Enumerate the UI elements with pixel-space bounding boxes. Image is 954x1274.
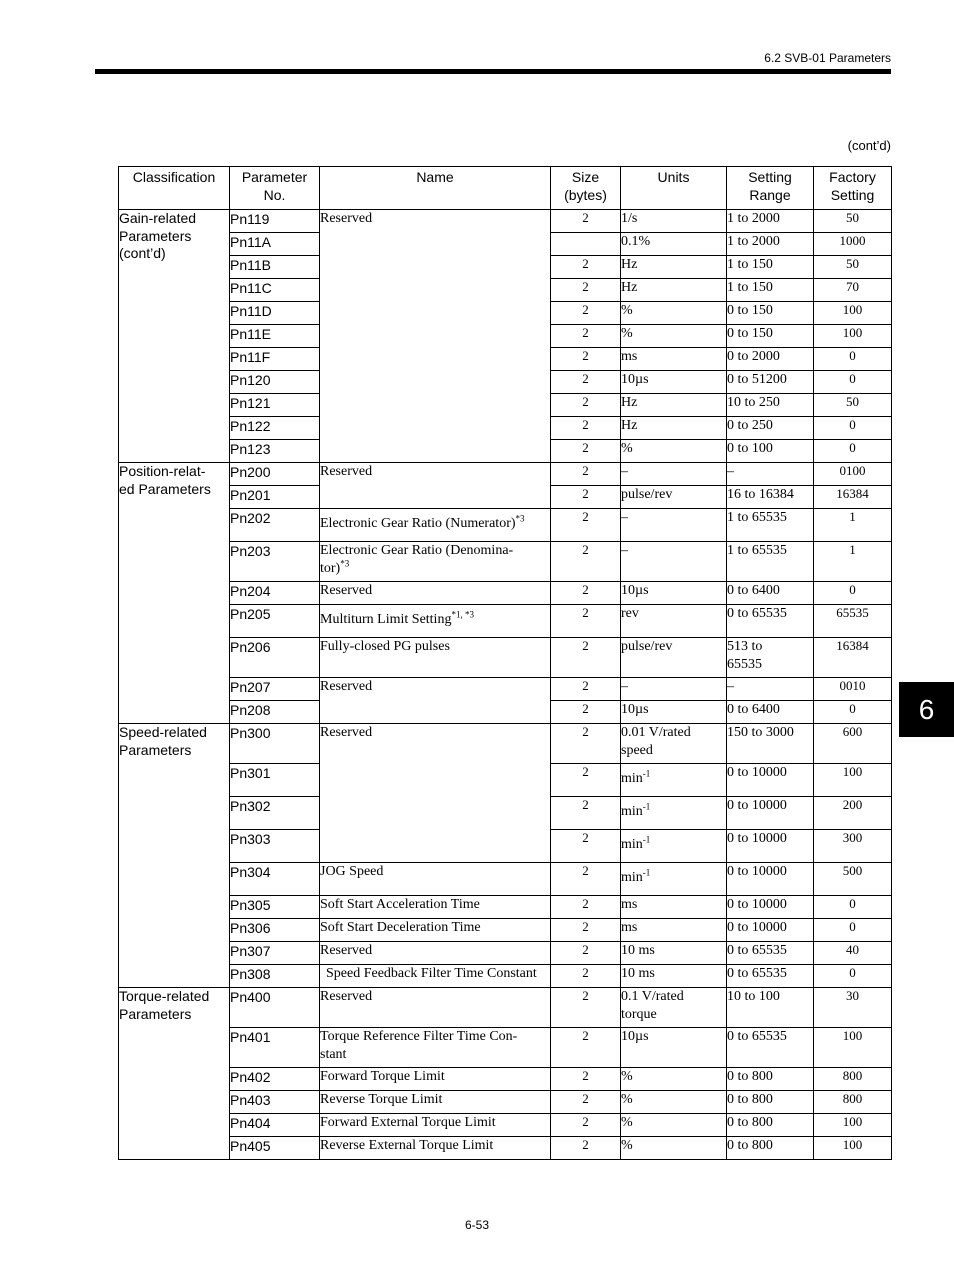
table-row: Pn11D 2 % 0 to 150 100 bbox=[119, 302, 892, 325]
table-row: Torque-related Parameters Pn400 Reserved 2 0.1 V/rated torque 10 to 100 30 bbox=[119, 988, 892, 1028]
col-parameter-no: Parameter No. bbox=[230, 167, 320, 210]
table-row: Speed-related Parameters Pn300 Reserved 2 0.01 V/rated speed 150 to 3000 600 bbox=[119, 724, 892, 764]
parameter-table bbox=[118, 166, 892, 1160]
table-row: Pn205 Multiturn Limit Setting$^{*1, *3}$ 2 rev 0 to 65535 65535 bbox=[119, 605, 892, 638]
table-row: Pn201 2 pulse/rev 16 to 16384 16384 bbox=[119, 486, 892, 509]
table-row: Pn123 2 % 0 to 100 0 bbox=[119, 440, 892, 463]
table-row: Pn206 Fully-closed PG pulses 2 pulse/rev 513 to 65535 16384 bbox=[119, 638, 892, 678]
table-row: Pn11A 0.1% 1 to 2000 1000 bbox=[119, 233, 892, 256]
table-row: Pn120 2 10µs 0 to 51200 0 bbox=[119, 371, 892, 394]
section-header: 6.2 SVB-01 Parameters bbox=[764, 51, 891, 65]
table-row: Pn405 Reverse External Torque Limit 2 % 0 to 800 100 bbox=[119, 1137, 892, 1160]
table-row: Pn307 Reserved 2 10 ms 0 to 65535 40 bbox=[119, 942, 892, 965]
table-row: Position-relat- ed Parameters Pn200 Reserved 2 – – 0100 bbox=[119, 463, 892, 486]
group-torque-related: Torque-related Parameters bbox=[119, 988, 230, 1160]
table-row: Pn11B 2 Hz 1 to 150 50 bbox=[119, 256, 892, 279]
col-setting-range: Setting Range bbox=[727, 167, 814, 210]
group-speed-related: Speed-related Parameters bbox=[119, 724, 230, 988]
table-row: Pn11F 2 ms 0 to 2000 0 bbox=[119, 348, 892, 371]
table-row: Pn308 Speed Feedback Filter Time Constant 2 10 ms 0 to 65535 0 bbox=[119, 965, 892, 988]
table-row: Pn302 2 $\min^{-1}$ 0 to 10000 200 bbox=[119, 797, 892, 830]
table-row: Pn402 Forward Torque Limit 2 % 0 to 800 800 bbox=[119, 1068, 892, 1091]
table-row: Pn306 Soft Start Deceleration Time 2 ms 0 to 10000 0 bbox=[119, 919, 892, 942]
chapter-tab: 6 bbox=[899, 682, 954, 737]
table-row: Pn403 Reverse Torque Limit 2 % 0 to 800 800 bbox=[119, 1091, 892, 1114]
col-name: Name bbox=[320, 167, 551, 210]
table-row: Pn11E 2 % 0 to 150 100 bbox=[119, 325, 892, 348]
table-row: Pn204 Reserved 2 10µs 0 to 6400 0 bbox=[119, 582, 892, 605]
group-gain-related: Gain-related Parameters (cont’d) bbox=[119, 210, 230, 463]
table-row: Pn401 Torque Reference Filter Time Con- stant 2 10µs 0 to 65535 100 bbox=[119, 1028, 892, 1068]
table-row: Pn303 2 $\min^{-1}$ 0 to 10000 300 bbox=[119, 830, 892, 863]
table-row: Pn121 2 Hz 10 to 250 50 bbox=[119, 394, 892, 417]
col-classification: Classification bbox=[119, 167, 230, 210]
table-row: Pn122 2 Hz 0 to 250 0 bbox=[119, 417, 892, 440]
continued-label: (cont’d) bbox=[847, 138, 891, 153]
table-row: Pn404 Forward External Torque Limit 2 % 0 to 800 100 bbox=[119, 1114, 892, 1137]
header-rule bbox=[95, 69, 891, 74]
group-position-related: Position-relat- ed Parameters bbox=[119, 463, 230, 724]
col-factory-setting: Factory Setting bbox=[814, 167, 892, 210]
table-row: Pn305 Soft Start Acceleration Time 2 ms 0 to 10000 0 bbox=[119, 896, 892, 919]
table-row: Pn207 Reserved 2 – – 0010 bbox=[119, 678, 892, 701]
table-row: Pn202 Electronic Gear Ratio (Numerator)$^{*3}$ 2 – 1 to 65535 1 bbox=[119, 509, 892, 542]
col-size: Size (bytes) bbox=[551, 167, 621, 210]
page-number: 6-53 bbox=[464, 1218, 490, 1232]
table-row: Pn304 JOG Speed 2 $\min^{-1}$ 0 to 10000 500 bbox=[119, 863, 892, 896]
table-row: Pn208 2 10µs 0 to 6400 0 bbox=[119, 701, 892, 724]
table-row: Pn11C 2 Hz 1 to 150 70 bbox=[119, 279, 892, 302]
table-header-row bbox=[119, 167, 892, 210]
table-row: Gain-related Parameters (cont’d) Pn119 Reserved 2 1/s 1 to 2000 50 bbox=[119, 210, 892, 233]
table-row: Pn203 Electronic Gear Ratio (Denomina- tor)$^{*3}$ 2 – 1 to 65535 1 bbox=[119, 542, 892, 582]
col-units: Units bbox=[621, 167, 727, 210]
table-row: Pn301 2 $\min^{-1}$ 0 to 10000 100 bbox=[119, 764, 892, 797]
